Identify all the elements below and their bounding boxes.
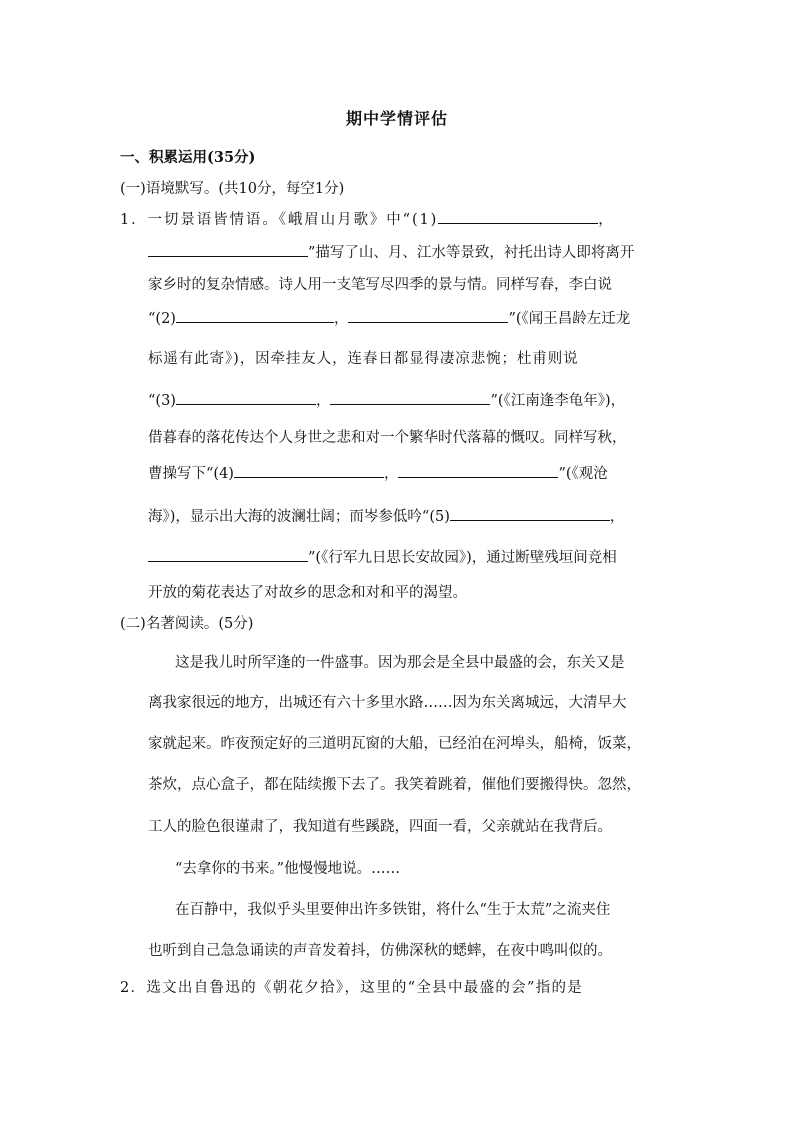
question-1-line-8	[148, 462, 608, 483]
question-1-line-2	[148, 241, 634, 262]
answer-blank[interactable]	[148, 242, 308, 257]
question-1-line-10	[148, 546, 617, 567]
q1-text: ”(《江南逢李龟年》)，	[490, 393, 626, 409]
passage-line: 在百静中，我似乎头里要伸出许多铁钳，将什么“生于太荒”之流夹住	[175, 902, 611, 918]
answer-blank[interactable]	[348, 308, 508, 323]
answer-blank[interactable]	[234, 463, 384, 478]
answer-blank[interactable]	[450, 506, 610, 521]
section-heading: 一、积累运用(35分)	[120, 149, 256, 166]
question-1-line-1	[120, 208, 615, 229]
q1-text: ，	[333, 311, 349, 327]
subsection-heading: (二)名著阅读。(5分)	[120, 616, 254, 632]
passage-line: 这是我儿时所罕逢的一件盛事。因为那会是全县中最盛的会，东关又是	[175, 655, 625, 671]
passage-line: 也听到自己急急诵读的声音发着抖，仿佛深秋的蟋蟀，在夜中鸣叫似的。	[148, 943, 612, 959]
answer-blank[interactable]	[148, 547, 308, 562]
question-1-line-11: 开放的菊花表达了对故乡的思念和对和平的渴望。	[148, 585, 467, 601]
answer-blank[interactable]	[176, 390, 316, 405]
question-2: 2．选文出自鲁迅的《朝花夕拾》，这里的“全县中最盛的会”指的是	[120, 980, 584, 996]
q1-text: “(2)	[148, 311, 176, 327]
question-1-line-4	[148, 307, 630, 328]
q1-text: ”(《行军九日思长安故园》)，通过断壁残垣间竞相	[308, 550, 617, 566]
q1-text: ”(《闻王昌龄左迁龙	[508, 311, 631, 327]
question-1-line-9	[148, 505, 624, 526]
question-1-line-6	[148, 389, 625, 410]
answer-blank[interactable]	[398, 463, 558, 478]
question-1-line-7: 借暮春的落花传达个人身世之悲和对一个繁华时代落幕的慨叹。同样写秋，	[148, 430, 627, 446]
answer-blank[interactable]	[438, 209, 598, 224]
passage-line: 茶炊，点心盒子，都在陆续搬下去了。我笑着跳着，催他们要搬得快。忽然，	[148, 777, 641, 793]
q1-text: 曹操写下“(4)	[148, 466, 234, 482]
page-title: 期中学情评估	[345, 109, 448, 128]
q1-text: ，	[383, 466, 399, 482]
q1-text: ，	[609, 509, 625, 525]
q1-text: ，	[598, 212, 615, 228]
q1-text: ”(《观沧	[558, 466, 608, 482]
passage-line: “去拿你的书来。”他慢慢地说。……	[175, 861, 401, 877]
q1-text: ”描写了山、月、江水等景致，衬托出诗人即将离开	[308, 245, 635, 261]
subsection-heading: (一)语境默写。(共10分，每空1分)	[120, 181, 345, 197]
q1-text: 1．一切景语皆情语。《峨眉山月歌》中“(1)	[120, 212, 439, 228]
passage-line: 离我家很远的地方，出城还有六十多里水路……因为东关离城远，大清早大	[148, 695, 627, 711]
question-1-line-5: 标遥有此寄》)，因牵挂友人，连春日都显得凄凉悲惋；杜甫则说	[148, 351, 579, 367]
question-1-line-3: 家乡时的复杂情感。诗人用一支笔写尽四季的景与情。同样写春，李白说	[148, 277, 612, 293]
answer-blank[interactable]	[330, 390, 490, 405]
answer-blank[interactable]	[176, 308, 334, 323]
q1-text: ，	[315, 393, 331, 409]
passage-line: 家就起来。昨夜预定好的三道明瓦窗的大船，已经泊在河埠头，船椅，饭菜，	[148, 736, 641, 752]
passage-line: 工人的脸色很谨肃了，我知道有些蹊跷，四面一看，父亲就站在我背后。	[148, 819, 612, 835]
q1-text: “(3)	[148, 393, 176, 409]
q1-text: 海》)，显示出大海的波澜壮阔；而岑参低吟“(5)	[148, 509, 450, 525]
